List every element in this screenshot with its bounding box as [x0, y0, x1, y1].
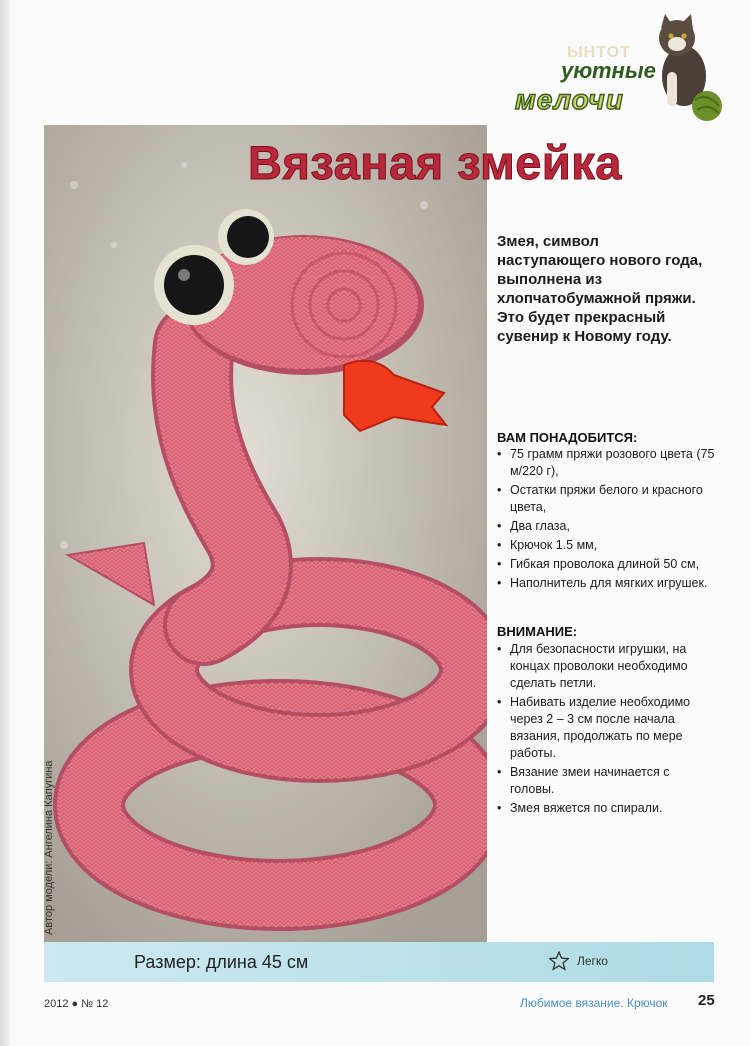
- issue-number: 2012 ● № 12: [44, 998, 109, 1010]
- list-item: • Вязание змеи начинается с головы.: [497, 764, 715, 798]
- list-item: • Гибкая проволока длиной 50 см,: [497, 556, 715, 573]
- materials-heading: ВАМ ПОНАДОБИТСЯ:: [497, 430, 638, 445]
- list-item: • Наполнитель для мягких игрушек.: [497, 575, 715, 592]
- list-item: • Остатки пряжи белого и красного цвета,: [497, 482, 715, 516]
- page-edge: [0, 0, 10, 1046]
- section-logo-line1: уютные: [561, 58, 656, 83]
- crochet-snake-illustration: [44, 125, 487, 943]
- list-item: • 75 грамм пряжи розового цвета (75 м/220 г),: [497, 446, 715, 480]
- attention-list: [497, 641, 715, 819]
- photo-credit: Автор модели: Ангелина Капугина: [43, 760, 55, 935]
- list-item: • Для безопасности игрушки, на концах проволоки необходимо сделать петли.: [497, 641, 715, 692]
- size-info-bar: [44, 942, 714, 982]
- section-logo: [505, 14, 740, 124]
- star-outline-icon: [549, 951, 569, 971]
- list-item: • Набивать изделие необходимо через 2 – 3 см после начала вязания, продолжать по мере работы.: [497, 694, 715, 762]
- section-logo-ghost-text: ЫНТОТ: [567, 44, 631, 61]
- snake-photo: [44, 125, 487, 943]
- journal-name: Любимое вязание. Крючок: [520, 996, 668, 1010]
- materials-list: [497, 446, 715, 594]
- article-title: Вязаная змейка: [248, 136, 622, 189]
- article-intro: Змея, символ наступающего нового года, выполнена из хлопчатобумажной пряжи. Это будет прекрасный сувенир к Новому году.: [497, 233, 703, 345]
- section-logo-line2: мелочи: [515, 84, 624, 115]
- list-item: • Крючок 1.5 мм,: [497, 537, 715, 554]
- attention-heading: ВНИМАНИЕ:: [497, 624, 578, 639]
- list-item: • Змея вяжется по спирали.: [497, 800, 715, 817]
- size-label: Размер: длина 45 см: [134, 952, 309, 972]
- page-number: 25: [698, 992, 715, 1009]
- list-item: • Два глаза,: [497, 518, 715, 535]
- difficulty-level: [549, 951, 608, 971]
- difficulty-label: Легко: [577, 954, 608, 968]
- cat-with-yarn-icon: [639, 14, 739, 124]
